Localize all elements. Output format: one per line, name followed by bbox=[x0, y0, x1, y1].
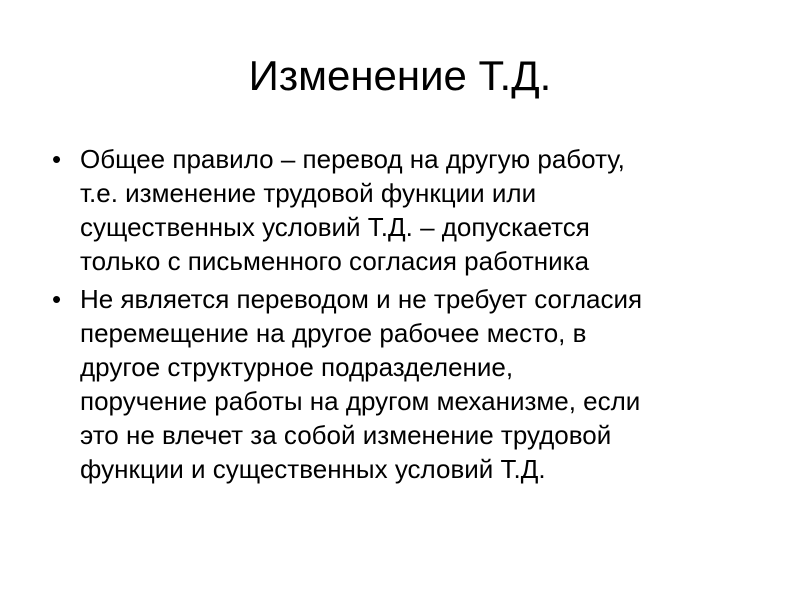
bullet-text-line: т.е. изменение трудовой функции или bbox=[80, 178, 537, 208]
bullet-item bbox=[40, 142, 770, 278]
bullet-text-line: поручение работы на другом механизме, если bbox=[80, 386, 641, 416]
bullet-text-line: Не является переводом и не требует согласия bbox=[80, 284, 643, 314]
bullet-text-line: Общее правило – перевод на другую работу, bbox=[80, 144, 625, 174]
bullet-text-line: это не влечет за собой изменение трудовой bbox=[80, 420, 612, 450]
slide-title: Изменение Т.Д. bbox=[248, 52, 552, 99]
bullet-list bbox=[40, 142, 770, 490]
bullet-text-line: функции и существенных условий Т.Д. bbox=[80, 454, 546, 484]
bullet-text-line: перемещение на другое рабочее место, в bbox=[80, 318, 587, 348]
bullet-item bbox=[40, 282, 770, 486]
bullet-text-line: другое структурное подразделение, bbox=[80, 352, 514, 382]
bullet-dot-icon: • bbox=[52, 284, 62, 314]
bullet-text-line: только с письменного согласия работника bbox=[80, 246, 590, 276]
bullet-dot-icon: • bbox=[52, 144, 62, 174]
bullet-text-line: существенных условий Т.Д. – допускается bbox=[80, 212, 590, 242]
